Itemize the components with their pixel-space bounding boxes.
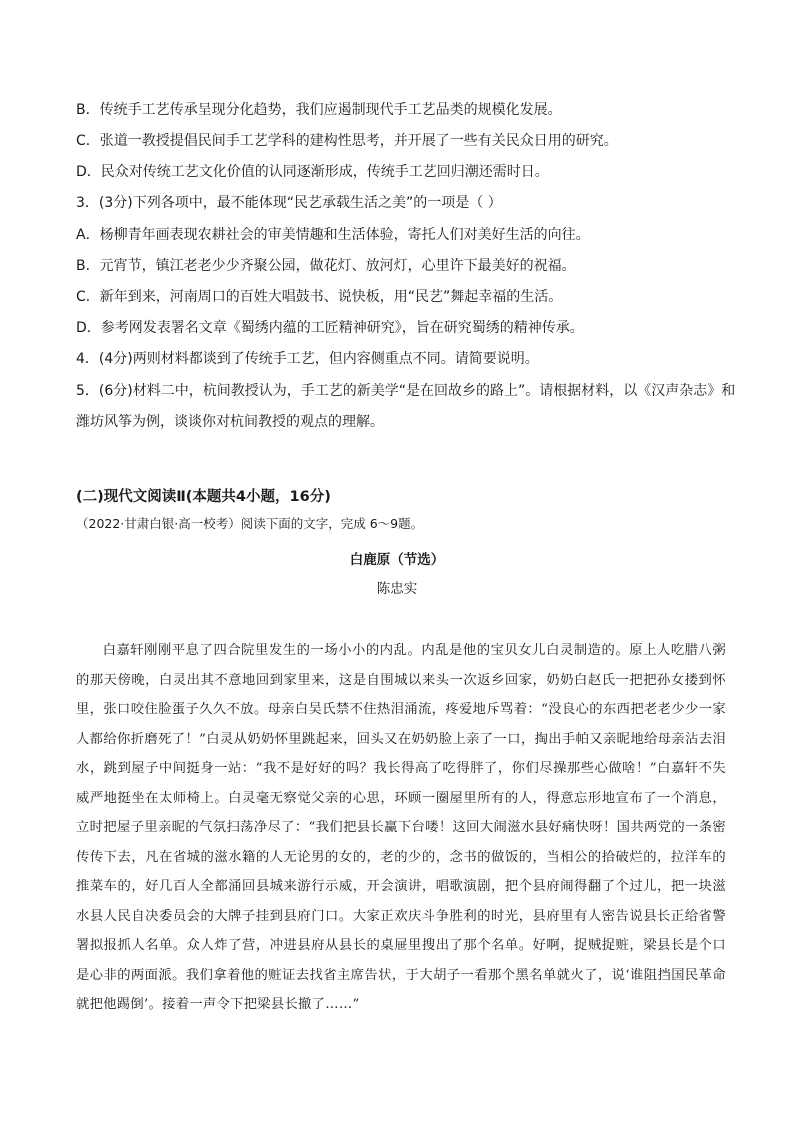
passage-author: 陈忠实 <box>376 581 418 597</box>
q3-option-d: D．参考网发表署名文章《蜀绣内蕴的工匠精神研究》，旨在研究蜀绣的精神传承。 <box>76 320 584 336</box>
option-c-line: C．张道一教授提倡民间手工艺学科的建构性思考，并开展了一些有关民众日用的研究。 <box>76 133 618 149</box>
section-title: (二)现代文阅读Ⅱ(本题共4小题，16分) <box>76 489 331 505</box>
option-b-line: B．传统手工艺传承呈现分化趋势，我们应遏制现代手工艺品类的规模化发展。 <box>76 102 562 118</box>
q3-option-b: B．元宵节，镇江老老少少齐聚公园，做花灯、放河灯，心里许下最美好的祝福。 <box>76 258 576 274</box>
question-5-continued: 潍坊风筝为例，谈谈你对杭间教授的观点的理解。 <box>76 414 384 430</box>
option-d-line: D．民众对传统工艺文化价值的认同逐渐形成，传统手工艺回归潮还需时日。 <box>76 164 549 180</box>
question-4: 4．(4分)两则材料都谈到了传统手工艺，但内容侧重点不同。请简要说明。 <box>76 351 539 367</box>
question-3: 3．(3分)下列各项中，最不能体现“民艺承载生活之美”的一项是（ ） <box>76 195 502 211</box>
q3-option-a: A．杨柳青年画表现农耕社会的审美情趣和生活体验，寄托人们对美好生活的向往。 <box>76 227 590 243</box>
question-5: 5．(6分)材料二中，杭间教授认为，手工艺的新美学“是在回故乡的路上”。请根据材料，以《汉声杂志》和 <box>76 383 736 399</box>
source-note: （2022·甘肃白银·高一校考）阅读下面的文字，完成 6～9题。 <box>76 516 424 531</box>
passage-paragraph: 白嘉轩刚刚平息了四合院里发生的一场小小的内乱。内乱是他的宝贝女儿白灵制造的。原上人吃腊八粥的那天傍晚，白灵出其不意地回到家里来，这是自围城以来头一次返乡回家，奶奶白赵氏一把把孙女搂到怀里，张口咬住脸蛋子久久不放。母亲白吴氏禁不住热泪涌流，疼爱地斥骂着：“没良心的东西把老老少少一家人都给你折磨死了！”白灵从奶奶怀里跳起来，回头又在奶奶脸上亲了一口，掏出手帕又亲昵地给母亲沾去泪水，跳到屋子中间挺身一站：“我不是好好的吗？我长得高了吃得胖了，你们尽操那些心做啥！”白嘉轩不失威严地挺坐在太师椅上。白灵毫无察觉父亲的心思，环顾一圈屋里所有的人，得意忘形地宣布了一个消息，立时把屋子里亲昵的气氛扫荡净尽了：“我们把县长赢下台喽！这回大闹滋水县好痛快呀！国共两党的一条密传传下去，凡在省城的滋水籍的人无论男的女的，老的少的，念书的做饭的，当相公的拾破烂的，拉洋车的推菜车的，好几百人全都涌回县城来游行示威，开会演讲，唱歌演剧，把个县府闹得翻了个过儿，把一块滋水县人民自决委员会的大牌子挂到县府门口。大家正欢庆斗争胜利的时光，县府里有人密告说县长正给省警署拟报抓人名单。众人炸了营，冲进县府从县长的桌屉里搜出了那个名单。好啊，捉贼捉赃，梁县长是个口是心非的两面派。我们拿着他的赃证去找省主席告状，于大胡子一看那个黑名单就火了，说‘谁阻挡国民革命就把他踢倒’。接着一声令下把梁县长撤了……” <box>76 643 726 1012</box>
q3-option-c: C．新年到来，河南周口的百姓大唱鼓书、说快板，用“民艺”舞起幸福的生活。 <box>76 289 563 305</box>
passage-title: 白鹿原（节选） <box>349 552 445 568</box>
